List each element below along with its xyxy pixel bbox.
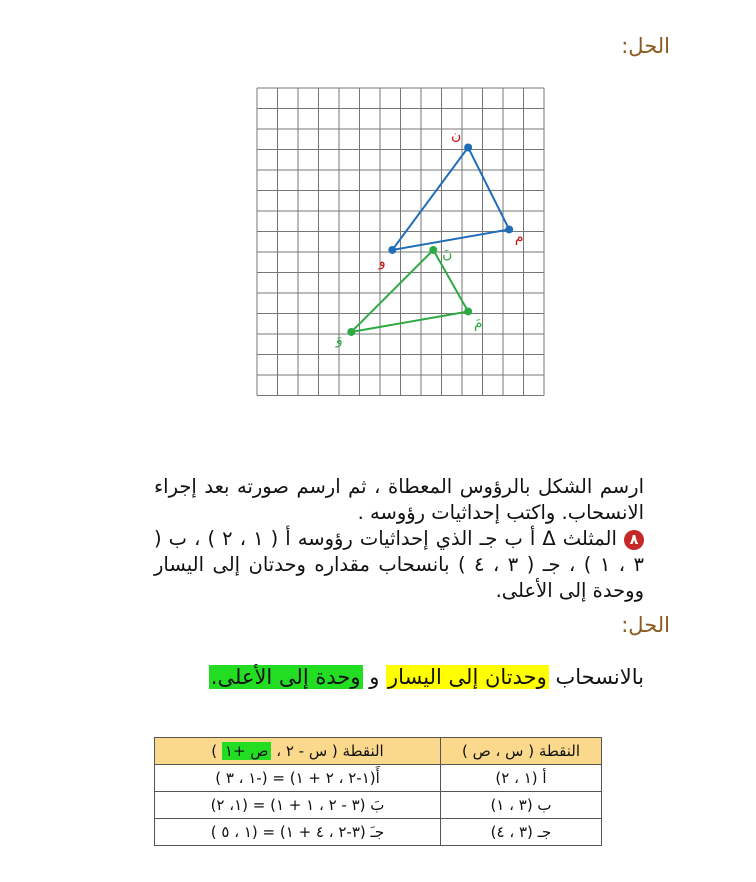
image-vertex-label: مَ — [473, 315, 483, 332]
image-vertex — [429, 246, 437, 254]
cell-point: ب (٣ ، ١) — [441, 792, 602, 819]
cell-image: جـَ (٣-٢ ، ٤ + ١) = (١ ، ٥ ) — [155, 819, 441, 846]
problem-text — [154, 474, 644, 604]
image-vertex — [347, 328, 355, 336]
grid-svg — [255, 86, 557, 398]
problem-item — [154, 526, 644, 604]
problem-statement: المثلث Δ أ ب جـ الذي إحداثيات رؤوسه أ ( ١ ، ٢ ) ، ب ( ٣ ، ١ ) ، جـ ( ٣ ، ٤ ) بانسحاب مقداره وحدتان إلى اليسار ووحدة إلى الأعلى. — [154, 527, 644, 602]
cell-point: جـ (٣ ، ٤) — [441, 819, 602, 846]
original-vertex — [505, 225, 513, 233]
header-image-a: النقطة ( س - ٢ ، — [271, 742, 384, 760]
image-vertex-label: نَ — [442, 245, 453, 262]
problem-instruction: ارسم الشكل بالرؤوس المعطاة ، ثم ارسم صورته بعد إجراء الانسحاب. واكتب إحداثيات رؤوسه . — [154, 475, 644, 524]
answer-highlight-left: وحدتان إلى اليسار — [388, 665, 547, 689]
cell-image: أَ(١-٢ ، ٢ + ١) = (-١ ، ٣ ) — [155, 765, 441, 792]
header-image — [155, 738, 441, 765]
solution-heading-bottom: الحل: — [621, 613, 670, 637]
header-point: النقطة ( س ، ص ) — [441, 738, 602, 765]
table-row — [155, 792, 602, 819]
original-vertex — [388, 246, 396, 254]
table-row — [155, 765, 602, 792]
table-header-row — [155, 738, 602, 765]
original-vertex-label: ن — [451, 127, 462, 144]
image-vertex — [464, 307, 472, 315]
solution-heading-top: الحل: — [621, 34, 670, 58]
image-triangle — [351, 250, 468, 332]
cell-image: بَ (٣ - ٢ ، ١ + ١) = (١، ٢) — [155, 792, 441, 819]
answer-highlight-up: وحدة إلى الأعلى. — [210, 665, 361, 689]
image-vertex-label: وَ — [335, 331, 343, 348]
header-image-b: ص +١ — [222, 742, 272, 760]
cell-point: أ (١ ، ٢) — [441, 765, 602, 792]
answer-joiner: و — [369, 665, 380, 689]
translation-table — [154, 737, 602, 846]
table-row — [155, 819, 602, 846]
original-vertex-label: م — [514, 229, 524, 246]
answer-line — [209, 662, 644, 692]
header-image-c: ) — [211, 742, 222, 760]
coordinate-grid — [255, 86, 557, 402]
problem-number-badge: ٨ — [624, 530, 644, 550]
original-vertex-label: و — [378, 253, 386, 270]
answer-prefix: بالانسحاب — [555, 665, 644, 689]
original-triangle — [392, 147, 509, 250]
original-vertex — [464, 143, 472, 151]
